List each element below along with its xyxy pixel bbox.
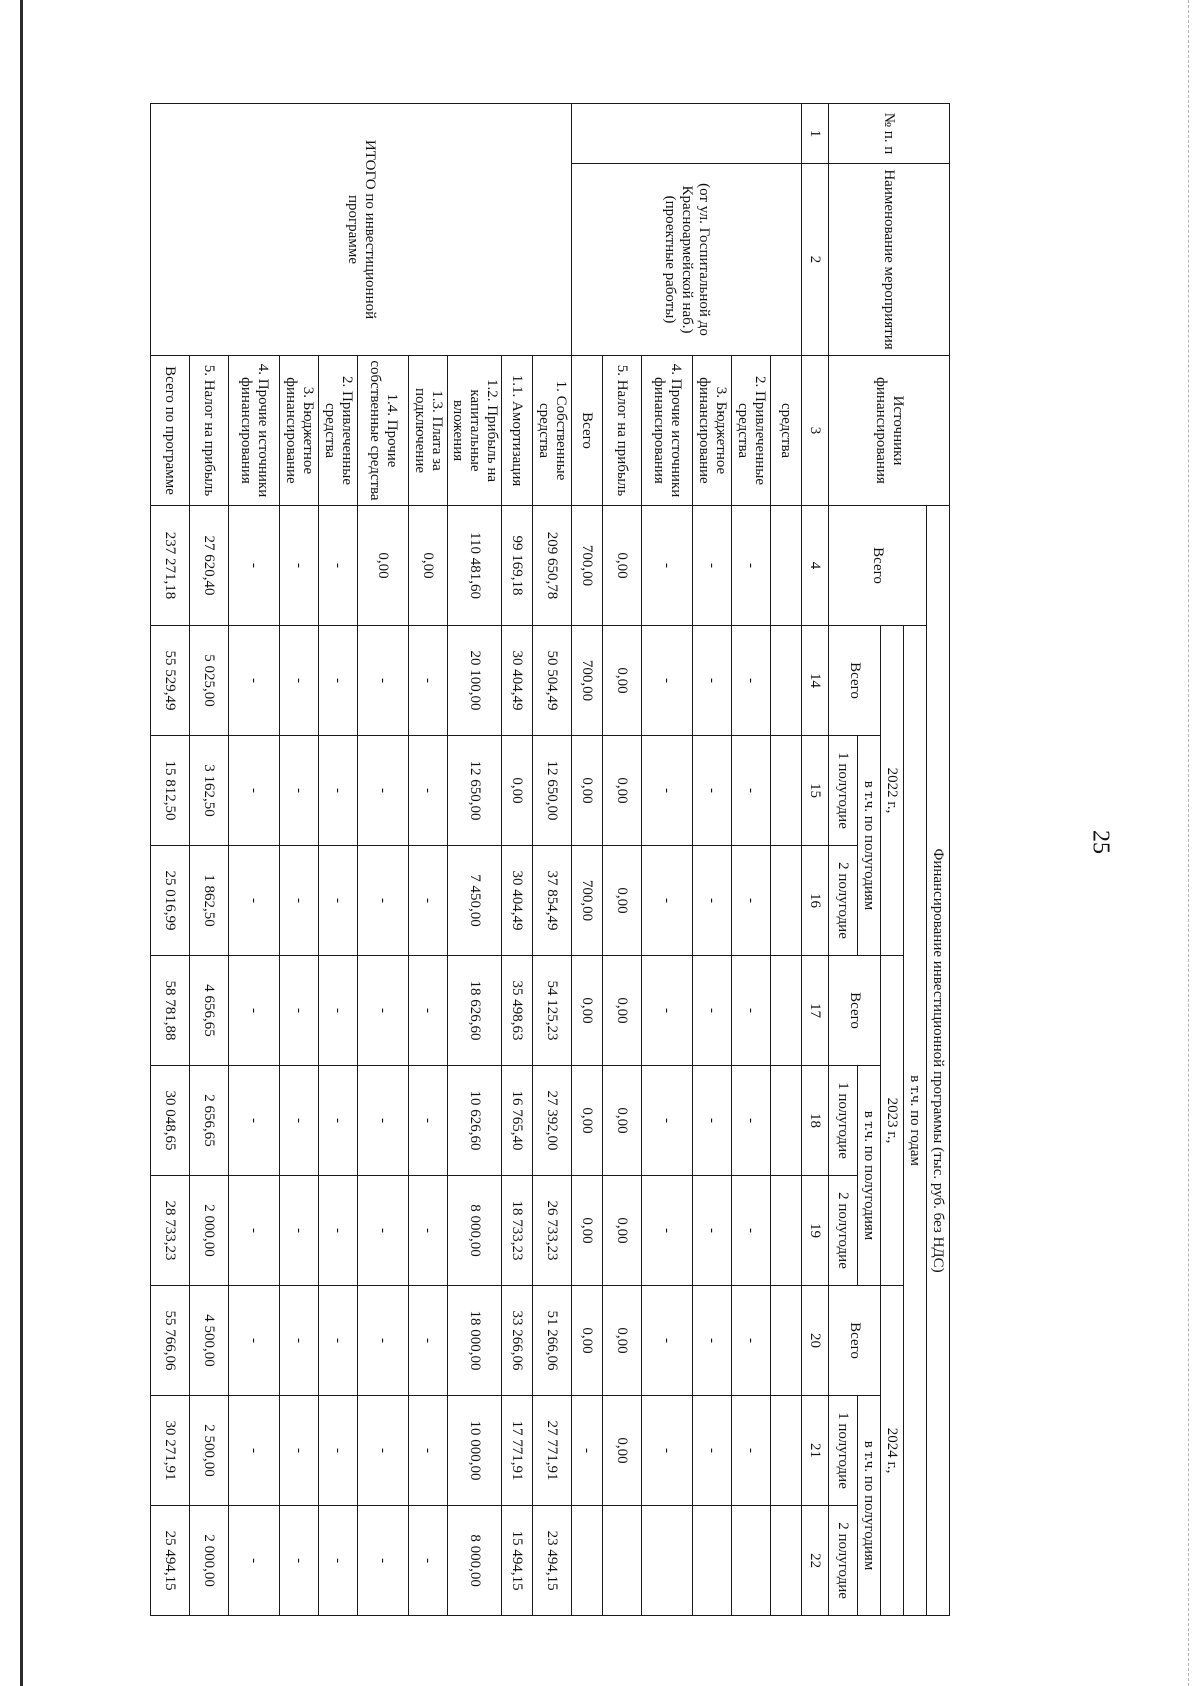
- value-cell: -: [358, 1066, 409, 1176]
- value-cell: -: [693, 626, 732, 736]
- value-cell: -: [409, 736, 448, 846]
- value-cell: -: [280, 1286, 319, 1396]
- column-number: 22: [802, 1506, 829, 1616]
- value-cell: -: [732, 956, 771, 1066]
- header-2024-total: Всего: [829, 1286, 881, 1396]
- column-number: 14: [802, 626, 829, 736]
- header-2022-by-halves: в т.ч. по полугодиям: [858, 736, 881, 956]
- value-cell: 50 504,49: [533, 626, 572, 736]
- value-cell: 16 765,40: [502, 1066, 533, 1176]
- value-cell: 12 650,00: [533, 736, 572, 846]
- value-cell: 4 500,00: [190, 1286, 229, 1396]
- value-cell: 27 392,00: [533, 1066, 572, 1176]
- source-label: 3. Бюджетное финансирование: [693, 356, 732, 506]
- value-cell: -: [358, 1176, 409, 1286]
- value-cell: 0,00: [572, 956, 603, 1066]
- value-cell: 25 016,99: [151, 846, 190, 956]
- value-cell: 25 494,15: [151, 1506, 190, 1616]
- header-2023-half1: 1 полугодие: [829, 1066, 858, 1176]
- value-cell: 0,00: [572, 736, 603, 846]
- value-cell: 26 733,23: [533, 1176, 572, 1286]
- value-cell: -: [319, 1066, 358, 1176]
- value-cell: -: [732, 506, 771, 626]
- value-cell: -: [409, 1396, 448, 1506]
- header-number: № п. п: [829, 104, 950, 164]
- value-cell: -: [693, 736, 732, 846]
- scan-edge-dots: [1188, 0, 1189, 1686]
- value-cell: -: [642, 506, 693, 626]
- header-year-2023: 2023 г.,: [881, 956, 904, 1286]
- value-cell: -: [693, 956, 732, 1066]
- source-label: 2. Привлеченные средства: [319, 356, 358, 506]
- value-cell: 0,00: [603, 1286, 642, 1396]
- column-number: 17: [802, 956, 829, 1066]
- value-cell: 15 494,15: [502, 1506, 533, 1616]
- source-label: 4. Прочие источники финансирования: [229, 356, 280, 506]
- value-cell: 18 000,00: [448, 1286, 502, 1396]
- value-cell: -: [319, 1396, 358, 1506]
- value-cell: -: [229, 506, 280, 626]
- column-number: 18: [802, 1066, 829, 1176]
- source-label: средства: [771, 356, 802, 506]
- source-label: 2. Привлеченные средства: [732, 356, 771, 506]
- value-cell: 0,00: [572, 1286, 603, 1396]
- value-cell: [771, 736, 802, 846]
- total-label: ИТОГО по инвестиционной программе: [151, 104, 572, 356]
- column-number: 15: [802, 736, 829, 846]
- value-cell: -: [409, 1286, 448, 1396]
- source-label: 1. Собственные средства: [533, 356, 572, 506]
- value-cell: -: [409, 626, 448, 736]
- value-cell: 28 733,23: [151, 1176, 190, 1286]
- value-cell: -: [280, 1506, 319, 1616]
- value-cell: 0,00: [603, 736, 642, 846]
- value-cell: -: [693, 846, 732, 956]
- value-cell: 700,00: [572, 506, 603, 626]
- value-cell: 17 771,91: [502, 1396, 533, 1506]
- value-cell: -: [229, 736, 280, 846]
- value-cell: 237 271,18: [151, 506, 190, 626]
- value-cell: [732, 1506, 771, 1616]
- column-number-row: [802, 104, 829, 1616]
- value-cell: -: [732, 1396, 771, 1506]
- value-cell: 0,00: [603, 626, 642, 736]
- source-label: 4. Прочие источники финансирования: [642, 356, 693, 506]
- value-cell: 58 781,88: [151, 956, 190, 1066]
- value-cell: -: [358, 1286, 409, 1396]
- value-cell: -: [693, 1176, 732, 1286]
- value-cell: 10 000,00: [448, 1396, 502, 1506]
- value-cell: -: [280, 1066, 319, 1176]
- value-cell: -: [409, 956, 448, 1066]
- header-event-name: Наименование мероприятия: [829, 164, 950, 356]
- source-label: Всего по программе: [151, 356, 190, 506]
- value-cell: 0,00: [603, 956, 642, 1066]
- value-cell: [771, 626, 802, 736]
- value-cell: 30 271,91: [151, 1396, 190, 1506]
- column-number: 21: [802, 1396, 829, 1506]
- value-cell: [603, 1506, 642, 1616]
- value-cell: 2 500,00: [190, 1396, 229, 1506]
- value-cell: 37 854,49: [533, 846, 572, 956]
- value-cell: -: [319, 1286, 358, 1396]
- source-label: 5. Налог на прибыль: [603, 356, 642, 506]
- value-cell: 1 862,50: [190, 846, 229, 956]
- value-cell: -: [319, 846, 358, 956]
- value-cell: -: [358, 736, 409, 846]
- value-cell: 55 529,49: [151, 626, 190, 736]
- value-cell: 7 450,00: [448, 846, 502, 956]
- value-cell: [771, 1066, 802, 1176]
- value-cell: -: [732, 736, 771, 846]
- value-cell: [572, 1506, 603, 1616]
- source-label: 1.2. Прибыль на капитальные вложения: [448, 356, 502, 506]
- header-year-2022: 2022 г.,: [881, 626, 904, 956]
- header-year-2024: 2024 г.,: [881, 1286, 904, 1616]
- event-name: (от ул. Госпитальной до Красноармейской наб.) (проектные работы): [572, 164, 802, 356]
- value-cell: -: [732, 626, 771, 736]
- value-cell: 5 025,00: [190, 626, 229, 736]
- value-cell: -: [229, 846, 280, 956]
- value-cell: 0,00: [502, 736, 533, 846]
- value-cell: 33 266,06: [502, 1286, 533, 1396]
- value-cell: 0,00: [409, 506, 448, 626]
- column-number: 19: [802, 1176, 829, 1286]
- value-cell: 0,00: [603, 846, 642, 956]
- value-cell: -: [409, 1506, 448, 1616]
- value-cell: [693, 1506, 732, 1616]
- header-source: Источники финансирования: [829, 356, 950, 506]
- value-cell: [771, 956, 802, 1066]
- value-cell: -: [280, 626, 319, 736]
- value-cell: -: [229, 1396, 280, 1506]
- value-cell: -: [642, 1286, 693, 1396]
- value-cell: 99 169,18: [502, 506, 533, 626]
- value-cell: -: [319, 506, 358, 626]
- value-cell: -: [280, 1176, 319, 1286]
- value-cell: 2 000,00: [190, 1506, 229, 1616]
- value-cell: -: [280, 956, 319, 1066]
- event-row: [771, 104, 802, 1616]
- value-cell: -: [280, 1396, 319, 1506]
- value-cell: 30 048,65: [151, 1066, 190, 1176]
- value-cell: 700,00: [572, 846, 603, 956]
- value-cell: -: [642, 736, 693, 846]
- value-cell: -: [358, 1396, 409, 1506]
- value-cell: 3 162,50: [190, 736, 229, 846]
- value-cell: [771, 846, 802, 956]
- source-label: 3. Бюджетное финансирование: [280, 356, 319, 506]
- value-cell: -: [319, 626, 358, 736]
- value-cell: [642, 1506, 693, 1616]
- value-cell: 18 626,60: [448, 956, 502, 1066]
- value-cell: -: [409, 846, 448, 956]
- value-cell: -: [409, 1176, 448, 1286]
- value-cell: -: [732, 846, 771, 956]
- value-cell: -: [229, 626, 280, 736]
- value-cell: 15 812,50: [151, 736, 190, 846]
- source-label: 1.1. Амортизация: [502, 356, 533, 506]
- value-cell: -: [693, 1066, 732, 1176]
- event-number: [572, 104, 802, 164]
- value-cell: 0,00: [572, 1066, 603, 1176]
- value-cell: 209 650,78: [533, 506, 572, 626]
- value-cell: -: [280, 506, 319, 626]
- value-cell: 4 656,65: [190, 956, 229, 1066]
- source-label: 5. Налог на прибыль: [190, 356, 229, 506]
- value-cell: 0,00: [358, 506, 409, 626]
- header-financing-title: Финансирование инвестиционной программы (тыс. руб. без НДС): [927, 506, 950, 1616]
- value-cell: -: [732, 1176, 771, 1286]
- value-cell: 2 000,00: [190, 1176, 229, 1286]
- value-cell: [771, 506, 802, 626]
- value-cell: 30 404,49: [502, 846, 533, 956]
- page-number: 25: [1087, 830, 1114, 854]
- header-2022-total: Всего: [829, 626, 881, 736]
- value-cell: -: [642, 1176, 693, 1286]
- value-cell: -: [572, 1396, 603, 1506]
- header-2023-total: Всего: [829, 956, 881, 1066]
- column-number: 20: [802, 1286, 829, 1396]
- column-number: 1: [802, 104, 829, 164]
- value-cell: 8 000,00: [448, 1176, 502, 1286]
- value-cell: [771, 1506, 802, 1616]
- value-cell: -: [319, 1506, 358, 1616]
- value-cell: 20 100,00: [448, 626, 502, 736]
- header-total: Всего: [829, 506, 927, 626]
- value-cell: 27 620,40: [190, 506, 229, 626]
- value-cell: 0,00: [603, 1396, 642, 1506]
- value-cell: -: [229, 1286, 280, 1396]
- value-cell: 23 494,15: [533, 1506, 572, 1616]
- value-cell: 51 266,06: [533, 1286, 572, 1396]
- value-cell: [771, 1176, 802, 1286]
- value-cell: -: [229, 1506, 280, 1616]
- value-cell: -: [358, 1506, 409, 1616]
- header-2024-half1: 1 полугодие: [829, 1396, 858, 1506]
- value-cell: 18 733,23: [502, 1176, 533, 1286]
- value-cell: 0,00: [572, 1176, 603, 1286]
- header-2023-by-halves: в т.ч. по полугодиям: [858, 1066, 881, 1286]
- value-cell: -: [358, 956, 409, 1066]
- header-2022-half1: 1 полугодие: [829, 736, 858, 846]
- value-cell: -: [229, 956, 280, 1066]
- value-cell: -: [642, 956, 693, 1066]
- header-2024-by-halves: в т.ч. по полугодиям: [858, 1396, 881, 1616]
- value-cell: 0,00: [603, 1066, 642, 1176]
- source-label: Всего: [572, 356, 603, 506]
- value-cell: 700,00: [572, 626, 603, 736]
- value-cell: -: [642, 1396, 693, 1506]
- value-cell: -: [642, 846, 693, 956]
- value-cell: -: [693, 506, 732, 626]
- value-cell: -: [229, 1066, 280, 1176]
- header-by-years: в т.ч. по годам: [904, 626, 927, 1616]
- value-cell: 55 766,06: [151, 1286, 190, 1396]
- value-cell: -: [358, 846, 409, 956]
- value-cell: 110 481,60: [448, 506, 502, 626]
- value-cell: -: [642, 1066, 693, 1176]
- value-cell: -: [693, 1286, 732, 1396]
- column-number: 3: [802, 356, 829, 506]
- value-cell: 12 650,00: [448, 736, 502, 846]
- value-cell: -: [693, 1396, 732, 1506]
- header-2023-half2: 2 полугодие: [829, 1176, 858, 1286]
- value-cell: -: [280, 736, 319, 846]
- total-row: [533, 104, 572, 1616]
- value-cell: -: [280, 846, 319, 956]
- value-cell: 8 000,00: [448, 1506, 502, 1616]
- value-cell: -: [409, 1066, 448, 1176]
- column-number: 16: [802, 846, 829, 956]
- value-cell: 10 626,60: [448, 1066, 502, 1176]
- value-cell: 27 771,91: [533, 1396, 572, 1506]
- value-cell: -: [319, 956, 358, 1066]
- value-cell: 0,00: [603, 506, 642, 626]
- header-2022-half2: 2 полугодие: [829, 846, 858, 956]
- value-cell: [771, 1286, 802, 1396]
- value-cell: -: [319, 1176, 358, 1286]
- value-cell: [771, 1396, 802, 1506]
- financing-table: [150, 103, 950, 1616]
- value-cell: -: [229, 1176, 280, 1286]
- value-cell: -: [732, 1066, 771, 1176]
- value-cell: 2 656,65: [190, 1066, 229, 1176]
- value-cell: -: [319, 736, 358, 846]
- source-label: 1.3. Плата за подключение: [409, 356, 448, 506]
- header-2024-half2: 2 полугодие: [829, 1506, 858, 1616]
- page-edge-rule: [20, 0, 23, 1686]
- value-cell: 35 498,63: [502, 956, 533, 1066]
- column-number: 4: [802, 506, 829, 626]
- rotated-table-frame: [162, 103, 950, 1615]
- value-cell: -: [358, 626, 409, 736]
- value-cell: -: [732, 1286, 771, 1396]
- value-cell: 0,00: [603, 1176, 642, 1286]
- value-cell: 30 404,49: [502, 626, 533, 736]
- source-label: 1.4. Прочие собственные средства: [358, 356, 409, 506]
- value-cell: -: [642, 626, 693, 736]
- value-cell: 54 125,23: [533, 956, 572, 1066]
- column-number: 2: [802, 164, 829, 356]
